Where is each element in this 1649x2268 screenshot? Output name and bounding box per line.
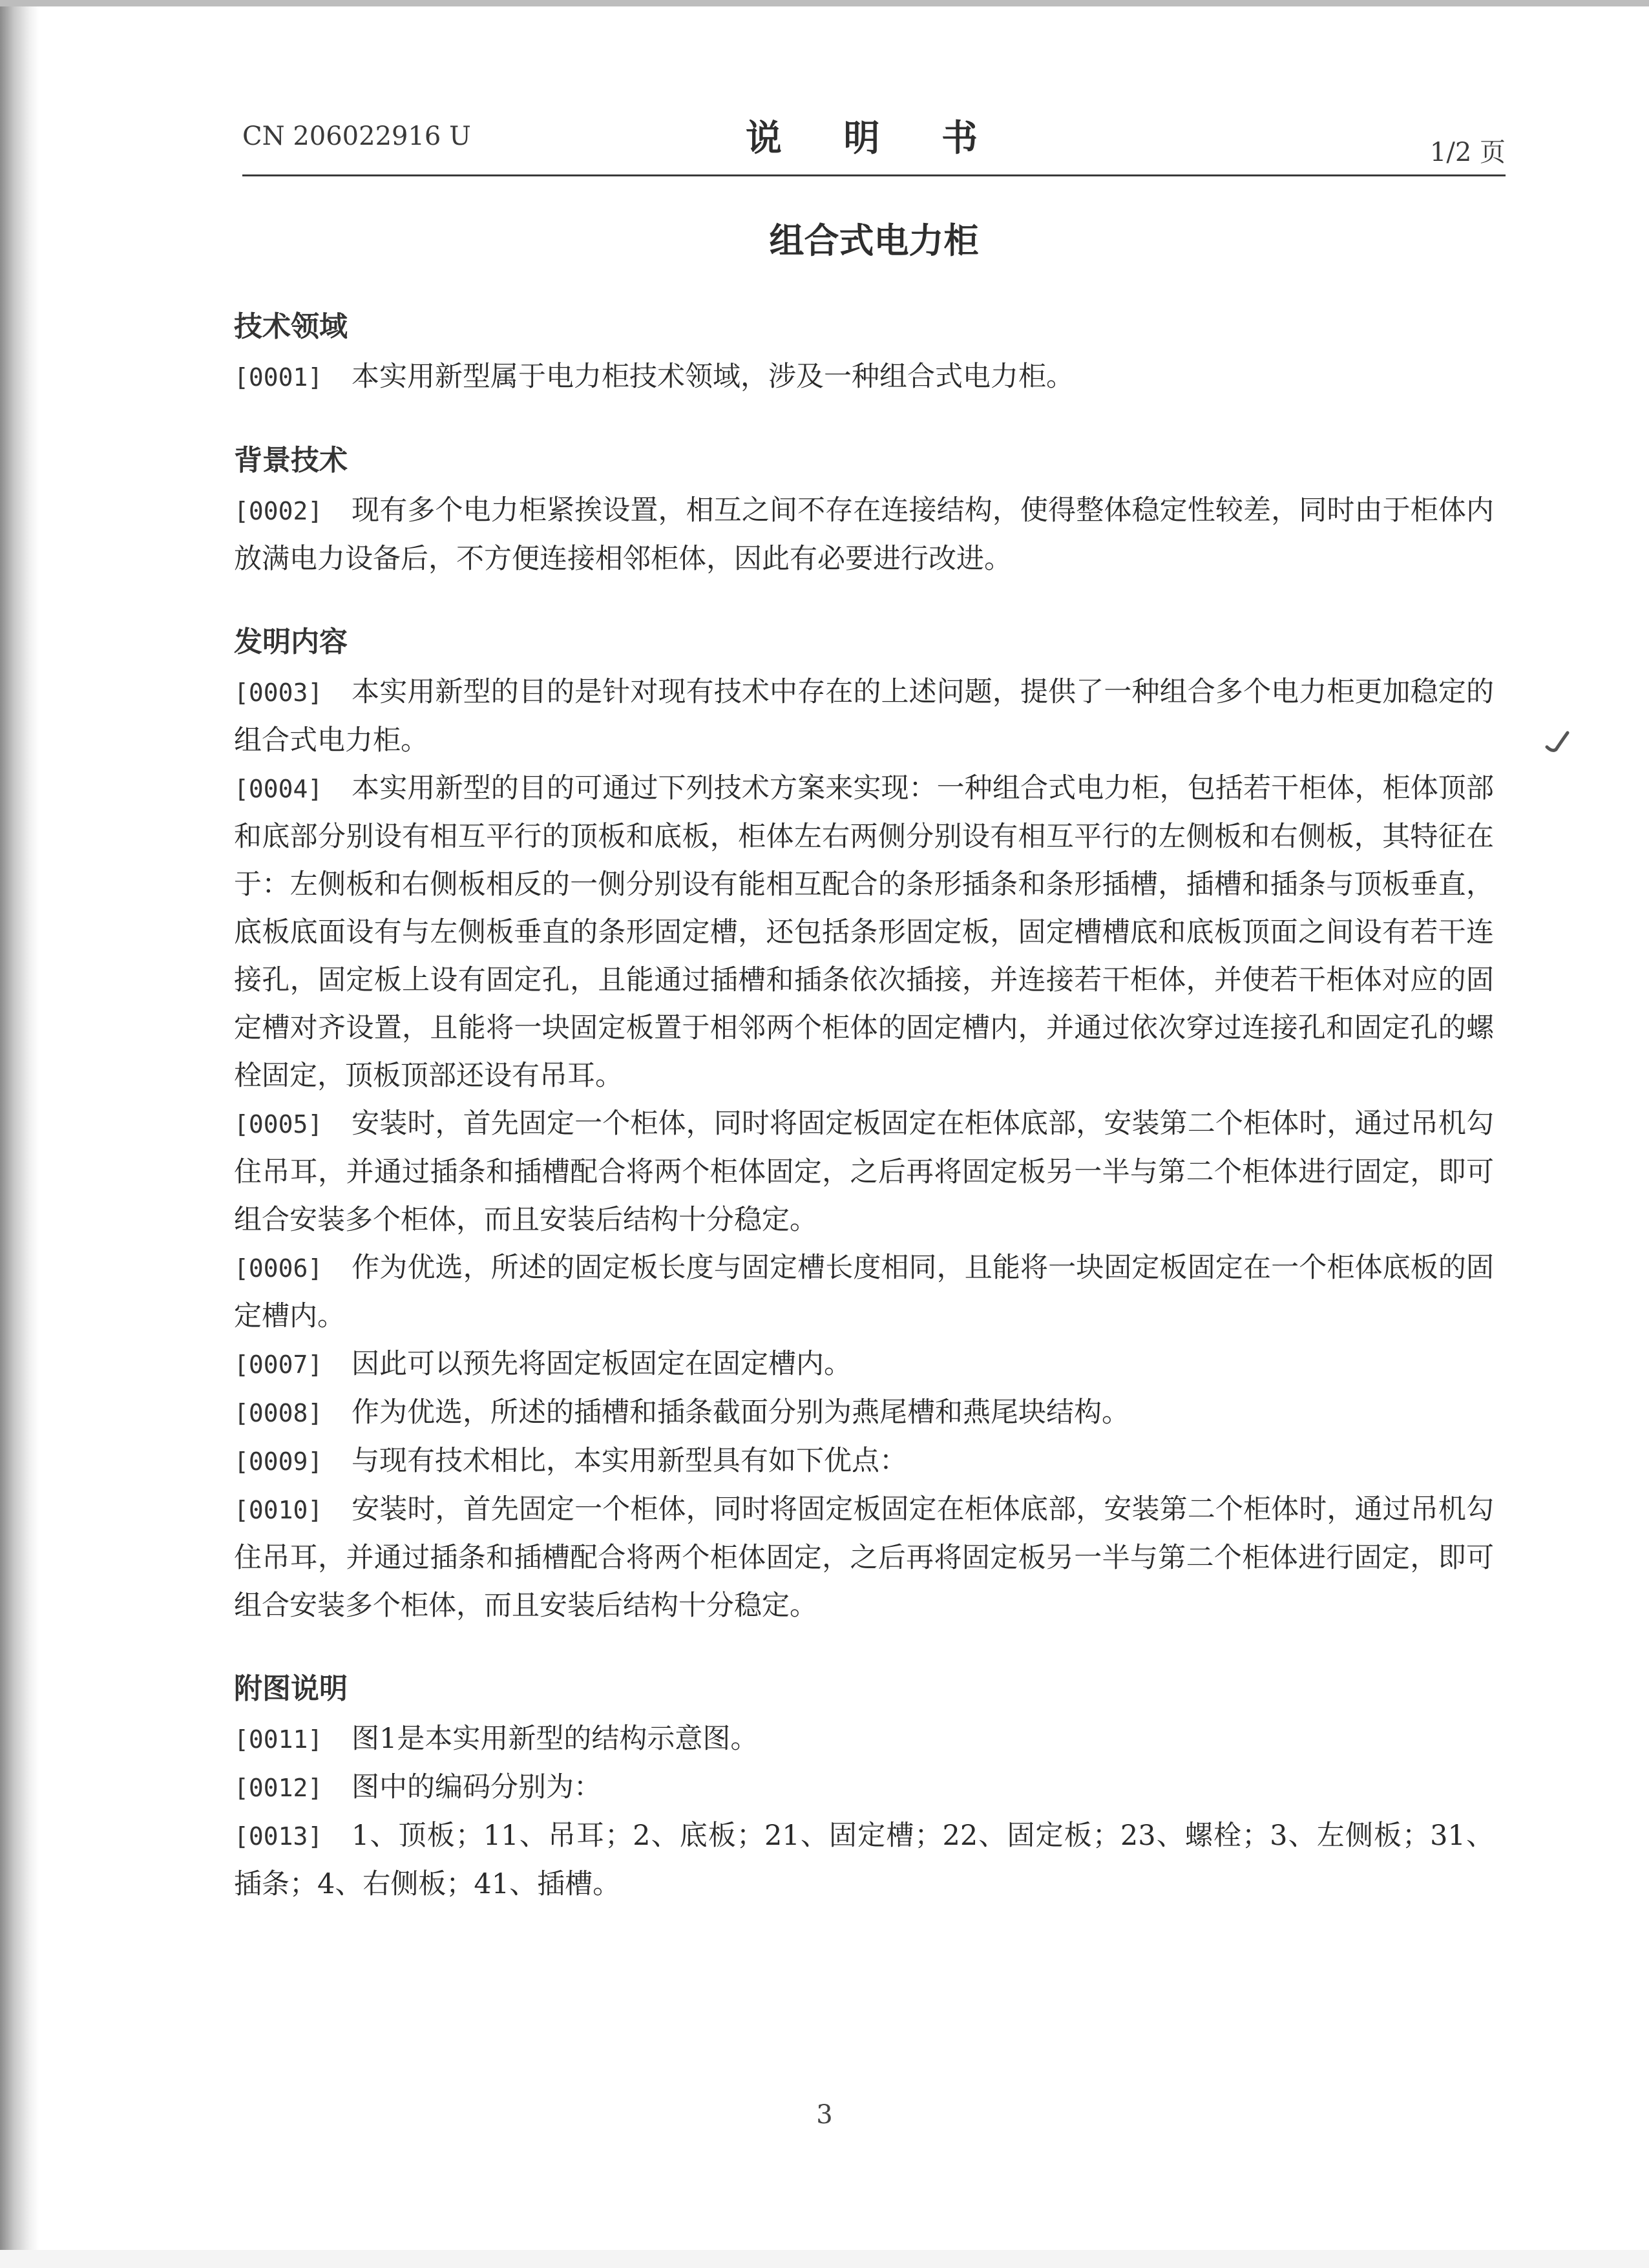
paragraph-number: [0002] [234, 497, 323, 525]
paragraph [234, 1100, 1494, 1244]
paragraph [234, 1389, 1494, 1437]
section-heading: 附图说明 [234, 1672, 348, 1705]
page-indicator: 1/2 页 [1429, 138, 1506, 167]
paragraph-number: [0010] [234, 1496, 323, 1524]
paragraph-number: [0009] [234, 1447, 323, 1476]
paragraph-text: 作为优选，所述的插槽和插条截面分别为燕尾槽和燕尾块结构。 [352, 1396, 1129, 1429]
paragraph-number: [0005] [234, 1110, 323, 1139]
paragraph [234, 1437, 1494, 1486]
section-background [234, 437, 1494, 583]
paragraph-text: 图中的编码分别为： [352, 1771, 602, 1803]
paragraph-text: 1、顶板；11、吊耳；2、底板；21、固定槽；22、固定板；23、螺栓；3、左侧板；31、插条；4、右侧板；41、插槽。 [234, 1820, 1494, 1900]
paragraph-number: [0012] [234, 1774, 323, 1802]
scan-bottom-edge [0, 2250, 1649, 2268]
paragraph-number: [0001] [234, 363, 323, 392]
document-title: 组合式电力柜 [769, 220, 979, 261]
section-heading: 背景技术 [234, 444, 348, 477]
paragraph-text: 本实用新型属于电力柜技术领域，涉及一种组合式电力柜。 [352, 361, 1074, 393]
paragraph [234, 1340, 1494, 1389]
paragraph-text: 作为优选，所述的固定板长度与固定槽长度相同，且能将一块固定板固定在一个柜体底板的固定槽内。 [234, 1252, 1494, 1332]
paragraph-text: 图1是本实用新型的结构示意图。 [352, 1723, 759, 1755]
paragraph-text: 安装时，首先固定一个柜体，同时将固定板固定在柜体底部，安装第二个柜体时，通过吊机勾住吊耳，并通过插条和插槽配合将两个柜体固定，之后再将固定板另一半与第二个柜体进行固定，即可组合安装多个柜体，而且安装后结构十分稳定。 [234, 1493, 1494, 1622]
paragraph-number: [0013] [234, 1822, 323, 1851]
paragraph-number: [0011] [234, 1725, 323, 1754]
paragraph-number: [0007] [234, 1350, 323, 1379]
section-technical-field [234, 304, 1494, 401]
paragraph-text: 安装时，首先固定一个柜体，同时将固定板固定在柜体底部，安装第二个柜体时，通过吊机勾住吊耳，并通过插条和插槽配合将两个柜体固定，之后再将固定板另一半与第二个柜体进行固定，即可组合安装多个柜体，而且安装后结构十分稳定。 [234, 1108, 1494, 1236]
paragraph-text: 因此可以预先将固定板固定在固定槽内。 [352, 1348, 852, 1380]
paragraph [234, 1812, 1494, 1908]
paragraph [234, 353, 1494, 401]
paragraph [234, 1763, 1494, 1812]
paragraph [234, 764, 1494, 1100]
paragraph-number: [0008] [234, 1399, 323, 1427]
paragraph [234, 1244, 1494, 1340]
page-header [242, 103, 1506, 176]
page-number: 3 [816, 2100, 833, 2130]
section-heading: 技术领域 [234, 310, 348, 343]
document-body [234, 304, 1494, 1944]
scan-page-edge [0, 0, 39, 2268]
paragraph-number: [0006] [234, 1254, 323, 1283]
paragraph-number: [0004] [234, 775, 323, 803]
paragraph [234, 1486, 1494, 1630]
paragraph-text: 现有多个电力柜紧挨设置，相互之间不存在连接结构，使得整体稳定性较差，同时由于柜体内放满电力设备后，不方便连接相邻柜体，因此有必要进行改进。 [234, 494, 1494, 575]
scan-top-edge [0, 0, 1649, 6]
paragraph-number: [0003] [234, 678, 323, 707]
paragraph-text: 本实用新型的目的可通过下列技术方案来实现：一种组合式电力柜，包括若干柜体，柜体顶部和底部分别设有相互平行的顶板和底板，柜体左右两侧分别设有相互平行的左侧板和右侧板，其特征在于：左侧板和右侧板相反的一侧分别设有能相互配合的条形插条和条形插槽，插槽和插条与顶板垂直，底板底面设有与左侧板垂直的条形固定槽，还包括条形固定板，固定槽槽底和底板顶面之间设有若干连接孔，固定板上设有固定孔，且能通过插槽和插条依次插接，并连接若干柜体，并使若干柜体对应的固定槽对齐设置，且能将一块固定板置于相邻两个柜体的固定槽内，并通过依次穿过连接孔和固定孔的螺栓固定，顶板顶部还设有吊耳。 [234, 772, 1494, 1092]
paragraph [234, 487, 1494, 583]
paragraph [234, 668, 1494, 764]
paragraph-text: 本实用新型的目的是针对现有技术中存在的上述问题，提供了一种组合多个电力柜更加稳定的组合式电力柜。 [234, 676, 1494, 757]
pen-tick-mark-icon [1544, 730, 1570, 756]
paragraph [234, 1715, 1494, 1763]
patent-number: CN 206022916 U [242, 121, 471, 151]
section-heading: 发明内容 [234, 625, 348, 658]
paragraph-text: 与现有技术相比，本实用新型具有如下优点： [352, 1445, 907, 1477]
header-title: 说 明 书 [746, 118, 1002, 160]
section-invention-content [234, 619, 1494, 1630]
section-figure-description [234, 1666, 1494, 1908]
